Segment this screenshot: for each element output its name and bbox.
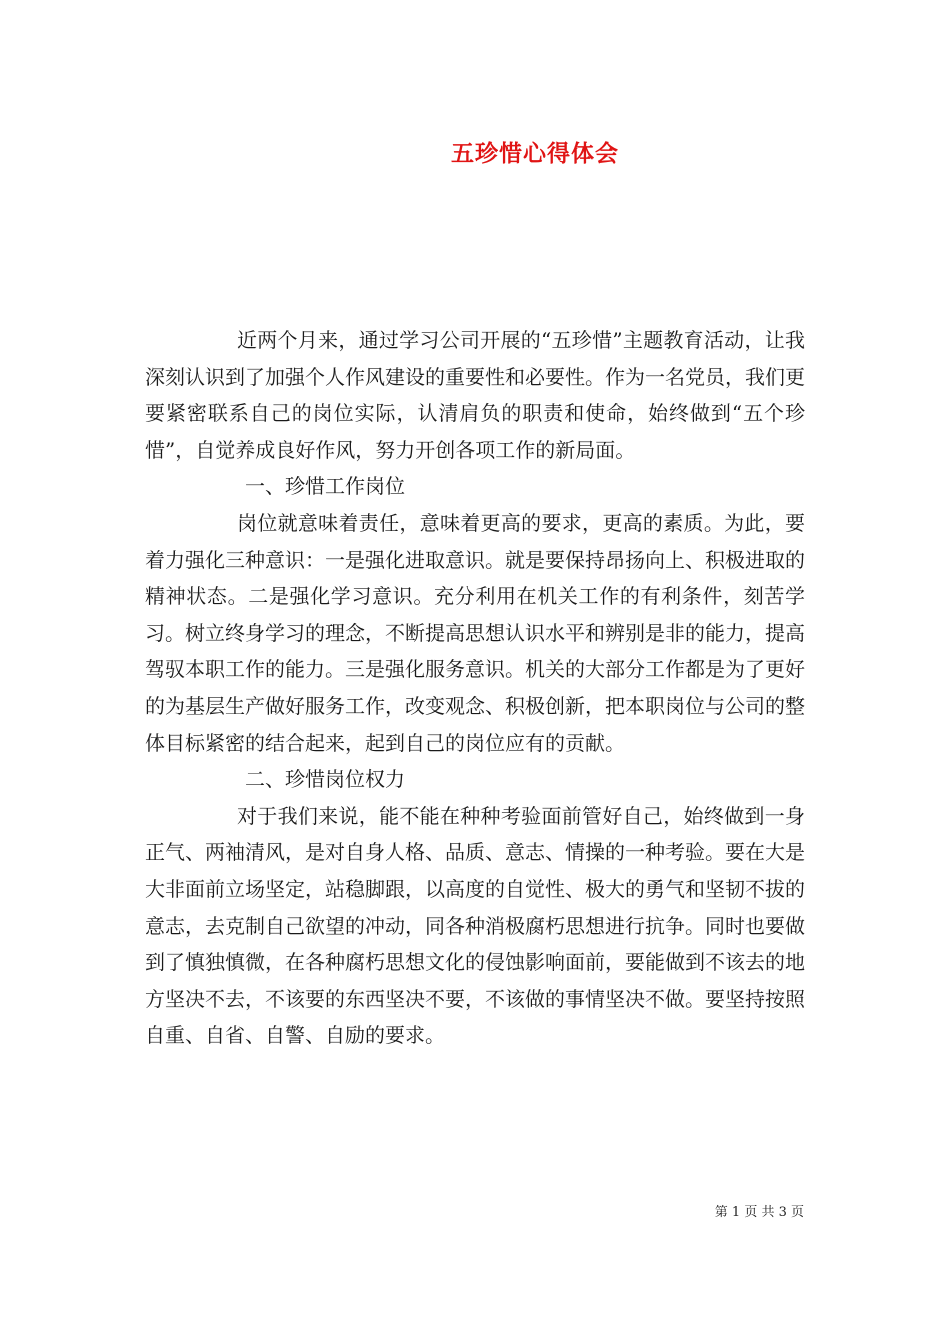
section-2-paragraph: 对于我们来说，能不能在种种考验面前管好自己，始终做到一身正气、两袖清风，是对自身人格、品质、意志、情操的一种考验。要在大是大非面前立场坚定，站稳脚跟，以高度的自觉性、极大的勇气和坚韧不拔的意志，去克制自己欲望的冲动，同各种消极腐朽思想进行抗争。同时也要做到了慎独慎微，在各种腐朽思想文化的侵蚀影响面前，要能做到不该去的地方坚决不去，不该要的东西坚决不要，不该做的事情坚决不做。要坚持按照自重、自省、自警、自励的要求。: [145, 803, 805, 1048]
section-1-paragraph: 岗位就意味着责任，意味着更高的要求，更高的素质。为此，要着力强化三种意识：一是强化进取意识。就是要保持昂扬向上、积极进取的精神状态。二是强化学习意识。充分利用在机关工作的有利条件，刻苦学习。树立终身学习的理念，不断提高思想认识水平和辨别是非的能力，提高驾驭本职工作的能力。三是强化服务意识。机关的大部分工作都是为了更好的为基层生产做好服务工作，改变观念、积极创新，把本职岗位与公司的整体目标紧密的结合起来，起到自己的岗位应有的贡献。: [145, 510, 805, 755]
document-title: 五珍惜心得体会: [451, 140, 619, 167]
intro-paragraph: 近两个月来，通过学习公司开展的“五珍惜”主题教育活动，让我深刻认识到了加强个人作风建设的重要性和必要性。作为一名党员，我们更要紧密联系自己的岗位实际，认清肩负的职责和使命，始终做到“五个珍惜”，自觉养成良好作风，努力开创各项工作的新局面。: [145, 328, 805, 462]
page-number-footer: 第 1 页 共 3 页: [714, 1205, 804, 1220]
section-heading-1: 一、珍惜工作岗位: [245, 474, 405, 499]
section-heading-2: 二、珍惜岗位权力: [245, 767, 405, 792]
document-body: [145, 322, 805, 1054]
